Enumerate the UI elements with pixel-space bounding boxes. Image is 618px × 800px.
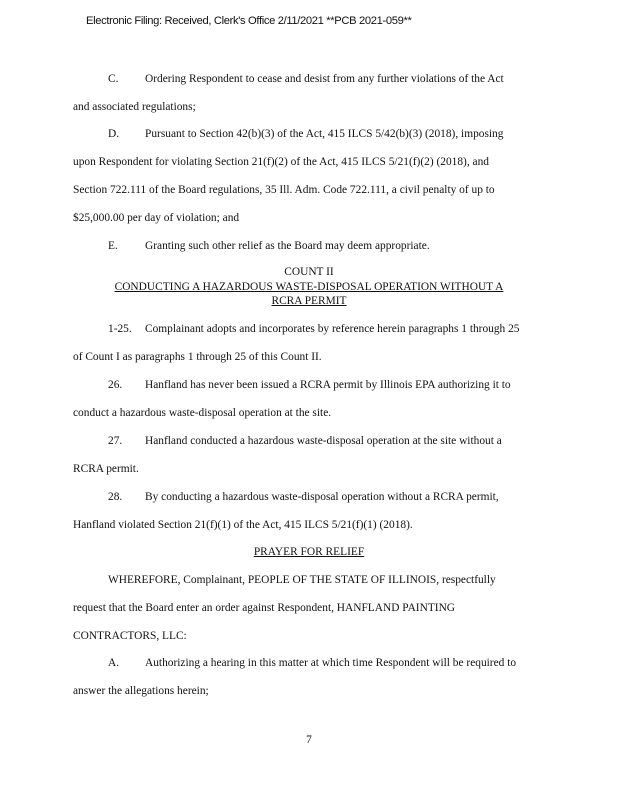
prayer-heading: PRAYER FOR RELIEF: [253, 546, 365, 558]
para-26-line2: conduct a hazardous waste-disposal operation at the site.: [73, 407, 332, 419]
para-d-letter: D.: [108, 128, 120, 140]
para-28-line1: By conducting a hazardous waste-disposal operation without a RCRA permit,: [145, 491, 499, 503]
para-c-line2: and associated regulations;: [73, 101, 196, 113]
count-subtitle-line1: CONDUCTING A HAZARDOUS WASTE-DISPOSAL OPERATION WITHOUT A: [114, 281, 504, 293]
para-26-number: 26.: [108, 379, 123, 391]
para-e-letter: E.: [108, 240, 118, 252]
count-title: COUNT II: [284, 266, 334, 278]
para-d-line2: upon Respondent for violating Section 21(f)(2) of the Act, 415 ILCS 5/21(f)(2) (2018), and: [73, 156, 489, 168]
para-a-letter: A.: [108, 657, 120, 669]
para-27-number: 27.: [108, 435, 123, 447]
count-subtitle-line2: RCRA PERMIT: [271, 295, 347, 307]
para-d-line1: Pursuant to Section 42(b)(3) of the Act, 415 ILCS 5/42(b)(3) (2018), imposing: [145, 128, 504, 140]
prayer-line3: CONTRACTORS, LLC:: [73, 630, 187, 642]
filing-header: Electronic Filing: Received, Clerk's Office 2/11/2021 **PCB 2021-059**: [86, 15, 412, 27]
para-28-line2: Hanfland violated Section 21(f)(1) of the Act, 415 ILCS 5/21(f)(1) (2018).: [73, 519, 413, 531]
para-a-line1: Authorizing a hearing in this matter at which time Respondent will be required to: [145, 657, 517, 669]
para-26-line1: Hanfland has never been issued a RCRA permit by Illinois EPA authorizing it to: [145, 379, 511, 391]
para-e-line1: Granting such other relief as the Board may deem appropriate.: [145, 240, 430, 252]
para-28-number: 28.: [108, 491, 123, 503]
para-d-line3: Section 722.111 of the Board regulations, 35 Ill. Adm. Code 722.111, a civil penalty of up to: [73, 184, 495, 196]
para-1-25-line2: of Count I as paragraphs 1 through 25 of this Count II.: [73, 351, 322, 363]
para-1-25-number: 1-25.: [108, 323, 132, 335]
page-number: 7: [306, 734, 312, 746]
para-d-line4: $25,000.00 per day of violation; and: [73, 212, 240, 224]
para-1-25-line1: Complainant adopts and incorporates by reference herein paragraphs 1 through 25: [145, 323, 520, 335]
para-27-line2: RCRA permit.: [73, 463, 139, 475]
para-27-line1: Hanfland conducted a hazardous waste-disposal operation at the site without a: [145, 435, 502, 447]
prayer-line2: request that the Board enter an order against Respondent, HANFLAND PAINTING: [73, 602, 456, 614]
prayer-line1: WHEREFORE, Complainant, PEOPLE OF THE STATE OF ILLINOIS, respectfully: [108, 574, 496, 586]
para-a-line2: answer the allegations herein;: [73, 685, 209, 697]
para-c-line1: Ordering Respondent to cease and desist from any further violations of the Act: [145, 73, 504, 85]
para-c-letter: C.: [108, 73, 119, 85]
